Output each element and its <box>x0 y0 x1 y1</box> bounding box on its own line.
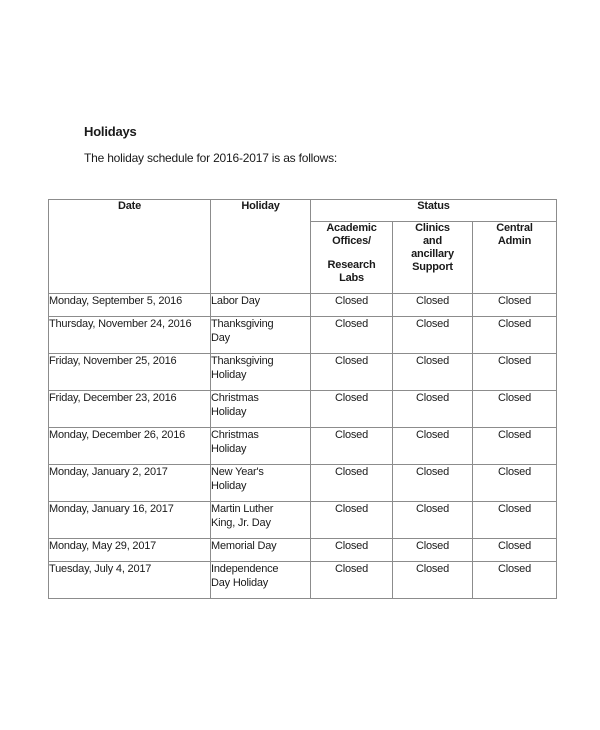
holiday-name-line: King, Jr. Day <box>211 517 271 529</box>
holiday-cell <box>211 428 311 465</box>
holiday-name-line: Day <box>211 332 230 344</box>
academic-status-cell: Closed <box>311 391 393 428</box>
academic-column-header <box>311 222 393 294</box>
holiday-cell <box>211 294 311 317</box>
date-cell: Monday, January 16, 2017 <box>49 502 211 539</box>
central-status-cell: Closed <box>473 562 557 599</box>
holiday-name-line: Holiday <box>211 369 247 381</box>
academic-status-cell: Closed <box>311 465 393 502</box>
holiday-cell <box>211 562 311 599</box>
clinics-status-cell: Closed <box>393 539 473 562</box>
central-status-cell: Closed <box>473 317 557 354</box>
holiday-cell <box>211 539 311 562</box>
academic-status-cell: Closed <box>311 354 393 391</box>
academic-header-line: Offices/ <box>332 235 371 247</box>
holiday-cell <box>211 465 311 502</box>
holiday-name-line: Holiday <box>211 406 247 418</box>
central-status-cell: Closed <box>473 465 557 502</box>
central-header-line: Admin <box>497 235 532 247</box>
academic-header-line: Labs <box>339 272 364 284</box>
table-row <box>49 562 557 599</box>
date-cell: Friday, December 23, 2016 <box>49 391 211 428</box>
clinics-status-cell: Closed <box>393 465 473 502</box>
table-row <box>49 391 557 428</box>
academic-status-cell: Closed <box>311 539 393 562</box>
clinics-header-line: ancillary <box>411 248 454 260</box>
table-row <box>49 428 557 465</box>
date-cell: Monday, January 2, 2017 <box>49 465 211 502</box>
clinics-status-cell: Closed <box>393 562 473 599</box>
date-cell: Thursday, November 24, 2016 <box>49 317 211 354</box>
date-column-header: Date <box>49 200 211 294</box>
clinics-column-header <box>393 222 473 294</box>
holiday-name-line: Holiday <box>211 443 247 455</box>
holiday-name-line: Thanksgiving <box>211 355 274 367</box>
academic-status-cell: Closed <box>311 502 393 539</box>
academic-status-cell: Closed <box>311 428 393 465</box>
holiday-name-line: Martin Luther <box>211 503 274 515</box>
holiday-cell <box>211 391 311 428</box>
central-status-cell: Closed <box>473 294 557 317</box>
holiday-name-line: Independence <box>211 563 279 575</box>
holiday-cell <box>211 354 311 391</box>
holiday-cell <box>211 317 311 354</box>
central-status-cell: Closed <box>473 428 557 465</box>
clinics-header-line: Support <box>412 261 453 273</box>
holiday-name-line: Memorial Day <box>211 540 277 552</box>
academic-status-cell: Closed <box>311 562 393 599</box>
holiday-cell <box>211 502 311 539</box>
table-row <box>49 317 557 354</box>
clinics-status-cell: Closed <box>393 428 473 465</box>
holiday-name-line: Holiday <box>211 480 247 492</box>
clinics-header-line: and <box>423 235 442 247</box>
academic-header-line: Academic <box>326 222 377 234</box>
status-column-header: Status <box>311 200 557 222</box>
date-cell: Monday, December 26, 2016 <box>49 428 211 465</box>
holiday-name-line: Christmas <box>211 392 259 404</box>
central-status-cell: Closed <box>473 539 557 562</box>
table-row <box>49 294 557 317</box>
holiday-name-line: Thanksgiving <box>211 318 274 330</box>
table-row <box>49 354 557 391</box>
table-row <box>49 539 557 562</box>
clinics-header-line: Clinics <box>415 222 450 234</box>
table-row <box>49 465 557 502</box>
holiday-name-line: Labor Day <box>211 295 260 307</box>
academic-status-cell: Closed <box>311 317 393 354</box>
holiday-name-line: Christmas <box>211 429 259 441</box>
central-status-cell: Closed <box>473 502 557 539</box>
clinics-status-cell: Closed <box>393 294 473 317</box>
page-title: Holidays <box>84 124 137 139</box>
clinics-status-cell: Closed <box>393 354 473 391</box>
holiday-name-line: New Year's <box>211 466 264 478</box>
holiday-schedule-table <box>48 199 557 599</box>
holiday-name-line: Day Holiday <box>211 577 269 589</box>
central-admin-column-header <box>473 222 557 294</box>
date-cell: Tuesday, July 4, 2017 <box>49 562 211 599</box>
table-row <box>49 502 557 539</box>
table-header <box>49 200 557 294</box>
date-cell: Friday, November 25, 2016 <box>49 354 211 391</box>
central-status-cell: Closed <box>473 354 557 391</box>
clinics-status-cell: Closed <box>393 502 473 539</box>
date-cell: Monday, May 29, 2017 <box>49 539 211 562</box>
intro-text: The holiday schedule for 2016-2017 is as follows: <box>84 151 338 165</box>
central-header-line: Central <box>496 222 533 234</box>
clinics-status-cell: Closed <box>393 391 473 428</box>
central-status-cell: Closed <box>473 391 557 428</box>
holiday-column-header: Holiday <box>211 200 311 294</box>
academic-header-line: Research <box>327 259 376 271</box>
date-cell: Monday, September 5, 2016 <box>49 294 211 317</box>
academic-status-cell: Closed <box>311 294 393 317</box>
clinics-status-cell: Closed <box>393 317 473 354</box>
